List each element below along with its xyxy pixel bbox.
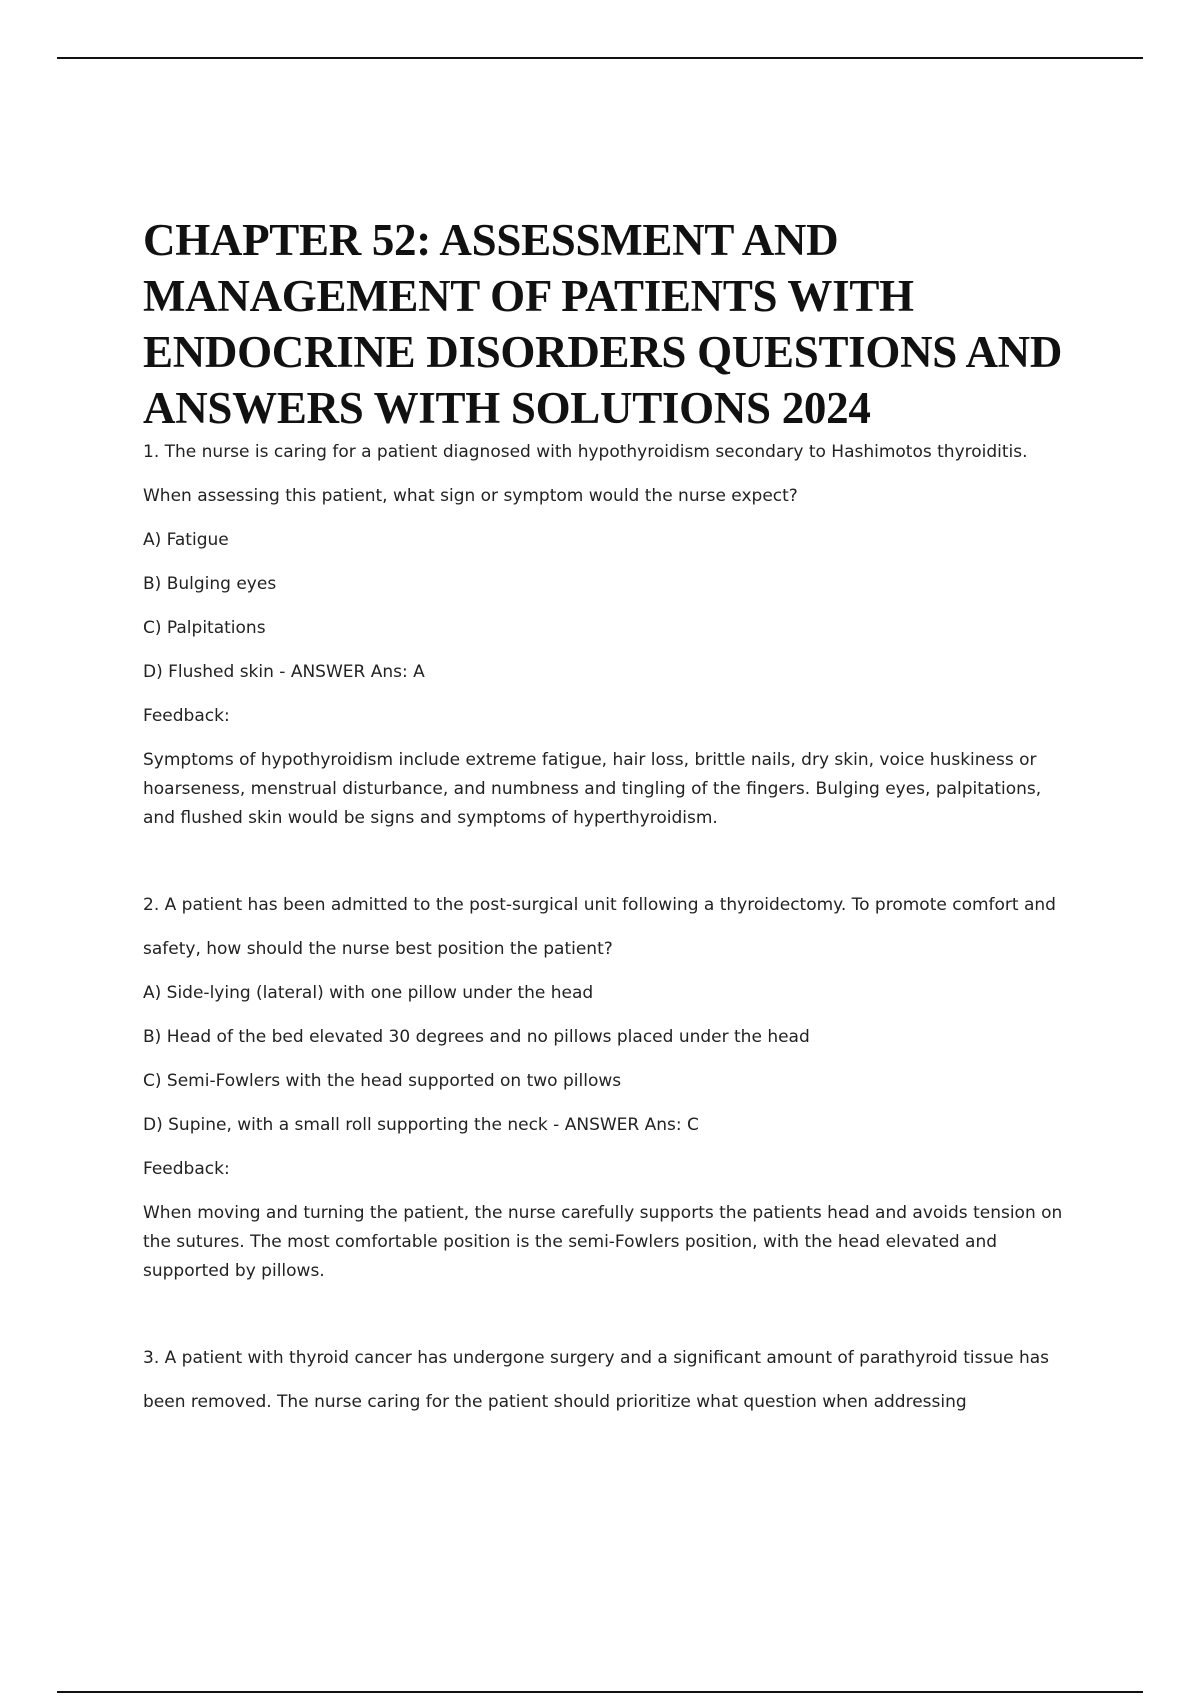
question-1-feedback-label: Feedback: [143,706,230,726]
question-2-option-b: B) Head of the bed elevated 30 degrees and no pillows placed under the head [143,1027,810,1047]
question-2-stem-line-1: 2. A patient has been admitted to the post-surgical unit following a thyroidectomy. To promote comfort and [143,895,1056,915]
question-1-option-a: A) Fatigue [143,530,229,550]
question-1 [143,438,1073,833]
document-title: CHAPTER 52: ASSESSMENT AND MANAGEMENT OF PATIENTS WITH ENDOCRINE DISORDERS QUESTIONS AND ANSWERS WITH SOLUTIONS 2024 [143,215,1063,433]
bottom-rule [57,1691,1143,1693]
document-body [143,212,1073,1432]
question-2-option-c: C) Semi-Fowlers with the head supported on two pillows [143,1071,622,1091]
question-1-option-b: B) Bulging eyes [143,574,277,594]
question-1-option-c: C) Palpitations [143,618,266,638]
question-2-stem-line-2: safety, how should the nurse best position the patient? [143,939,613,959]
question-1-stem-line-1: 1. The nurse is caring for a patient diagnosed with hypothyroidism secondary to Hashimotos thyroiditis. [143,442,1028,462]
question-2-option-a: A) Side-lying (lateral) with one pillow under the head [143,983,594,1003]
question-2-feedback: When moving and turning the patient, the nurse carefully supports the patients head and avoids tension on the sutures. The most comfortable position is the semi-Fowlers position, with the head elevated and supported by pillows. [143,1203,1063,1281]
question-1-stem-line-2: When assessing this patient, what sign or symptom would the nurse expect? [143,486,798,506]
question-2-option-d: D) Supine, with a small roll supporting the neck - ANSWER Ans: C [143,1115,699,1135]
question-3-stem-line-2: been removed. The nurse caring for the patient should prioritize what question when addressing [143,1392,967,1412]
top-rule [57,57,1143,59]
question-1-feedback: Symptoms of hypothyroidism include extreme fatigue, hair loss, brittle nails, dry skin, voice huskiness or hoarseness, menstrual disturbance, and numbness and tingling of the fingers. Bulging eyes, palpitations, and flushed skin would be signs and symptoms of hyperthyroidism. [143,750,1042,828]
question-2 [143,891,1073,1286]
question-2-feedback-label: Feedback: [143,1159,230,1179]
question-3 [143,1344,1073,1417]
question-1-option-d: D) Flushed skin - ANSWER Ans: A [143,662,425,682]
question-3-stem-line-1: 3. A patient with thyroid cancer has undergone surgery and a significant amount of parathyroid tissue has [143,1348,1050,1368]
